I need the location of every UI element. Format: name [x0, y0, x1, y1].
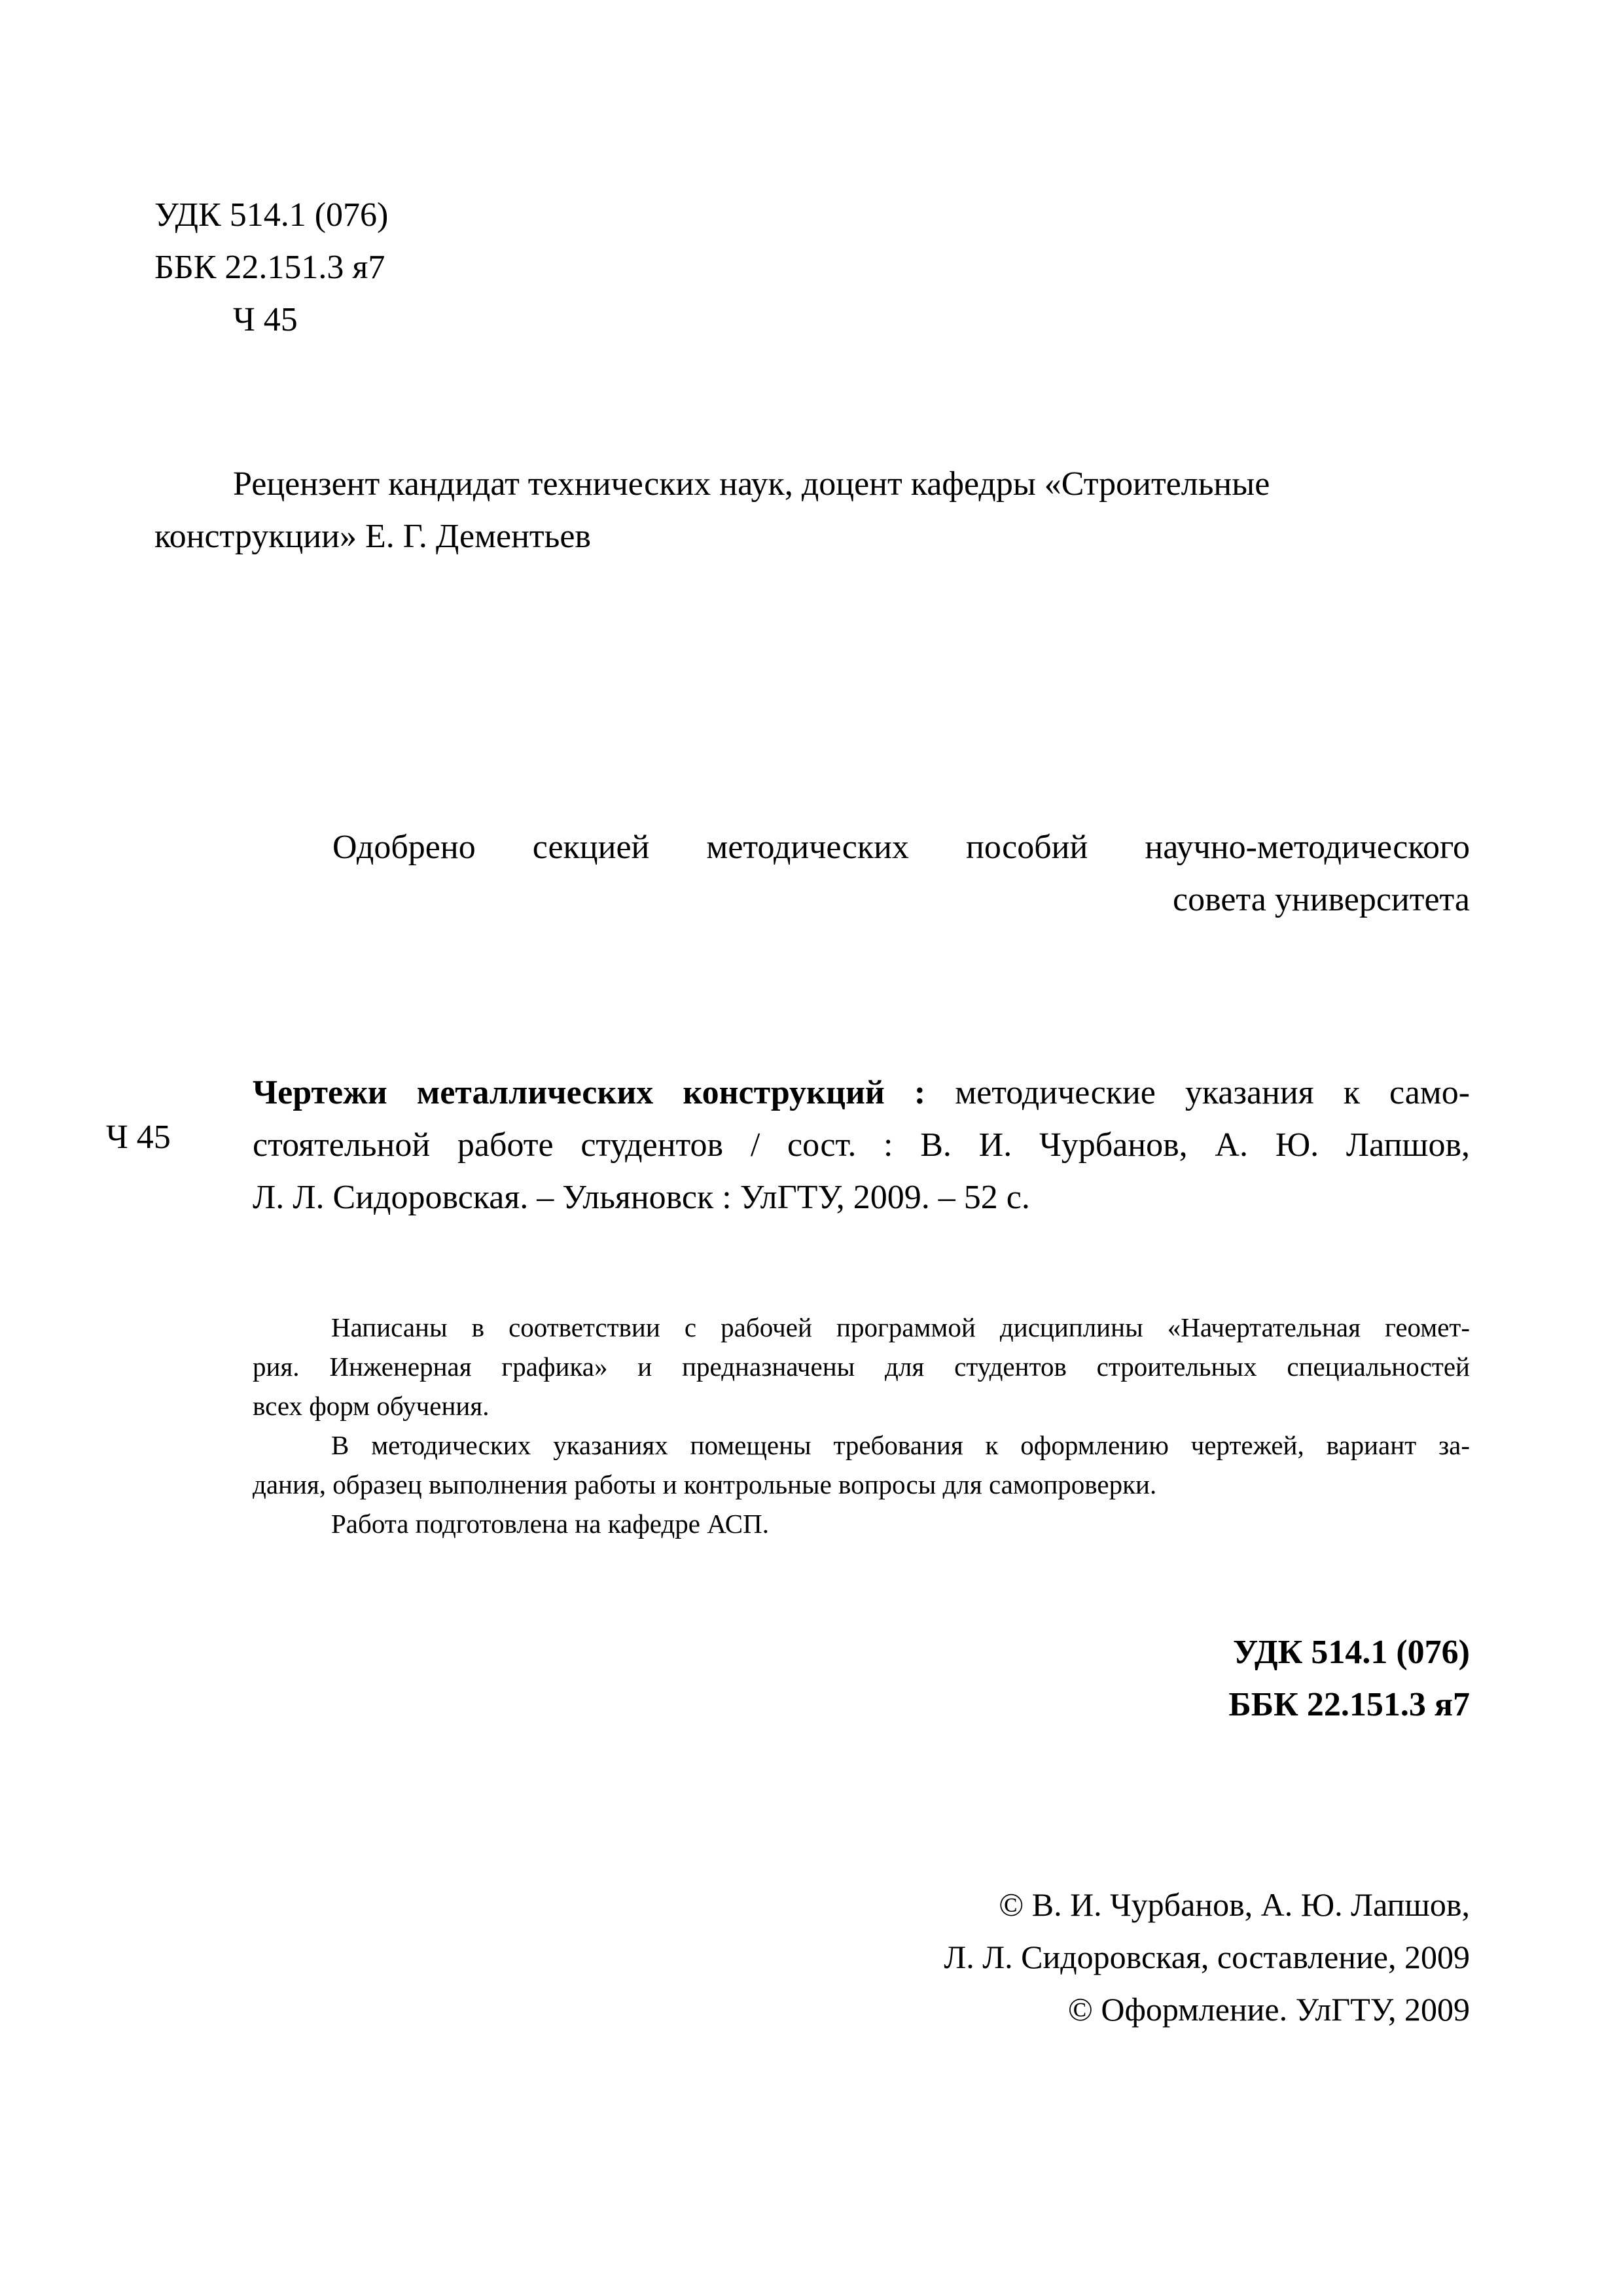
copyright-line-1: © В. И. Чурбанов, А. Ю. Лапшов, — [999, 1886, 1470, 1923]
reviewer-line-1: Рецензент кандидат технических наук, доцент кафедры «Строительные — [233, 465, 1270, 503]
copyright-block — [785, 1878, 1470, 2036]
annotation-p2-line-1: В методических указаниях помещены требования к оформлению чертежей, вариант за- — [331, 1430, 1470, 1460]
bottom-bbk: ББК 22.151.3 я7 — [1228, 1686, 1470, 1723]
bibliographic-mark: Ч 45 — [106, 1119, 171, 1156]
approval-block — [332, 821, 1470, 926]
bottom-udk: УДК 514.1 (076) — [1232, 1634, 1470, 1671]
top-bbk: ББК 22.151.3 я7 — [154, 249, 385, 286]
annotation-p1-line-1: Написаны в соответствии с рабочей программой дисциплины «Начертательная геомет- — [331, 1312, 1470, 1342]
annotation-block — [253, 1308, 1470, 1543]
bottom-index-block — [982, 1626, 1470, 1731]
copyright-line-3: © Оформление. УлГТУ, 2009 — [1067, 1991, 1470, 2028]
bibliographic-line-2: стоятельной работе студентов / сост. : В. И. Чурбанов, А. Ю. Лапшов, — [253, 1126, 1470, 1164]
bibliographic-title: Чертежи металлических конструкций : — [253, 1074, 926, 1111]
annotation-p2-line-2: дания, образец выполнения работы и контрольные вопросы для самопроверки. — [253, 1469, 1157, 1499]
annotation-p3-line-1: Работа подготовлена на кафедре АСП. — [331, 1509, 769, 1539]
bibliographic-line-1-rest: методические указания к само- — [925, 1074, 1471, 1111]
annotation-p1-line-3: всех форм обучения. — [253, 1391, 490, 1421]
annotation-p1-line-2: рия. Инженерная графика» и предназначены для студентов строительных специальностей — [253, 1352, 1470, 1382]
reviewer-line-2: конструкции» Е. Г. Дементьев — [154, 518, 591, 555]
bibliographic-line-3: Л. Л. Сидоровская. – Ульяновск : УлГТУ, 2009. – 52 с. — [253, 1179, 1030, 1216]
top-udk: УДК 514.1 (076) — [154, 196, 389, 234]
copyright-line-2: Л. Л. Сидоровская, составление, 2009 — [944, 1939, 1470, 1975]
reviewer-block — [154, 458, 1470, 563]
top-index-block — [154, 189, 388, 346]
top-author-mark: Ч 45 — [233, 301, 298, 338]
approval-line-1: Одобрено секцией методических пособий научно-методического — [332, 829, 1470, 866]
bibliographic-line-1 — [253, 1067, 1470, 1119]
approval-line-2: совета университета — [1173, 881, 1470, 918]
bibliographic-block — [253, 1067, 1470, 1224]
